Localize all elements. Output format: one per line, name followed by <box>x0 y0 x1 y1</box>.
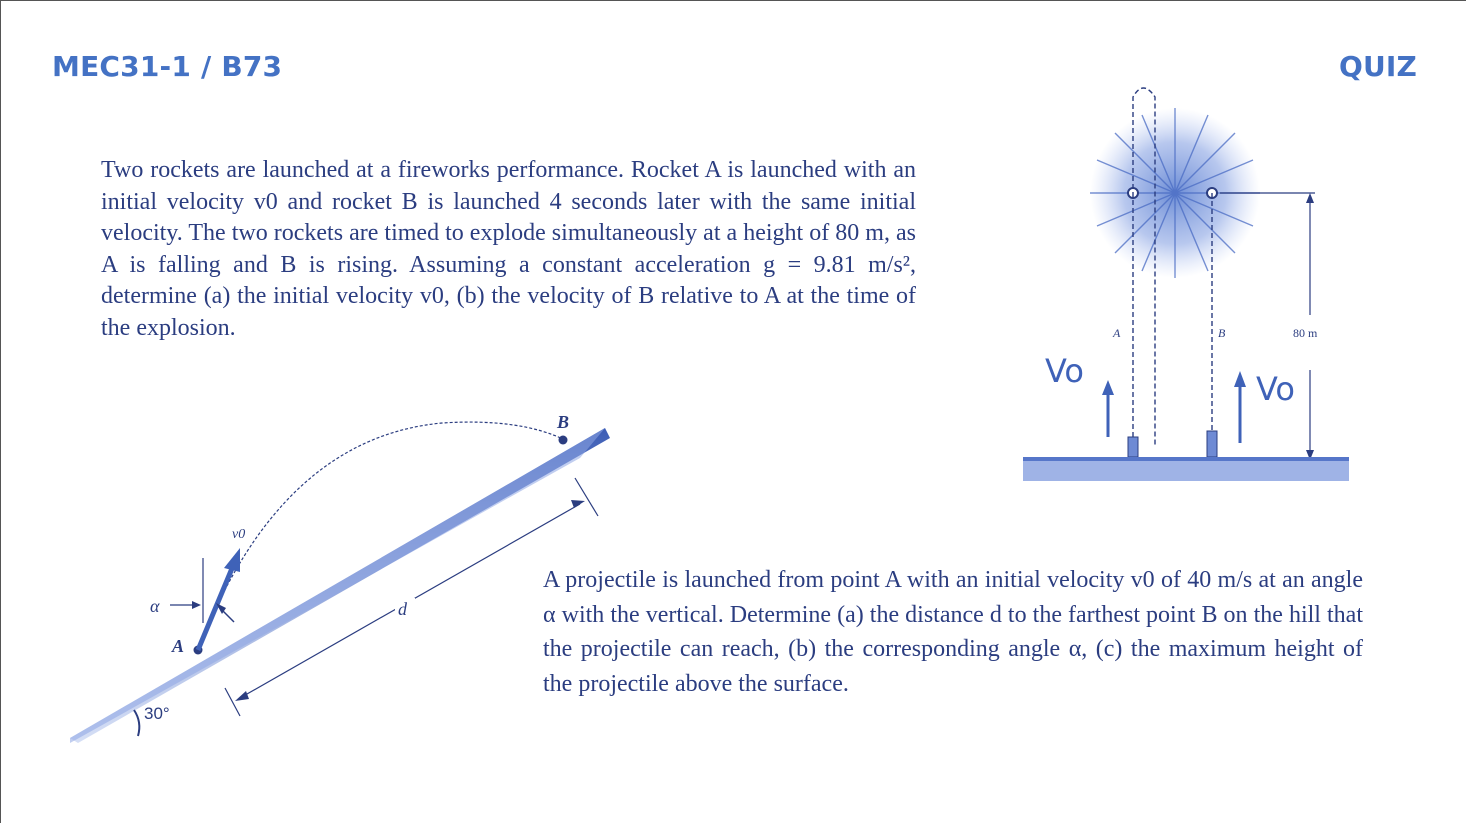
hill-figure <box>60 398 620 748</box>
problem-2-text: A projectile is launched from point A with an initial velocity v0 of 40 m/s at an angle α with the vertical. Determine (a) the distance d to the farthest point B on the hill that the projectile can reach, (b) the corresponding angle α, (c) the maximum height of the projectile above the surface. <box>543 567 1363 697</box>
point-a-label: A <box>172 636 185 656</box>
alpha-label: α <box>150 596 160 616</box>
problem-1-text: Two rockets are launched at a fireworks performance. Rocket A is launched with an initial velocity v0 and rocket B is launched 4 seconds later with the same initial velocity. The two rockets are timed to explode simultaneously at a height of 80 m, as A is falling and B is rising. Assuming a constant acceleration g = 9.81 m/s², determine (a) the initial velocity v0, (b) the velocity of B relative to A at the time of the explosion. <box>101 157 916 341</box>
rockets-figure <box>1015 75 1355 490</box>
rocket-b-label: B <box>1218 326 1226 340</box>
trajectory <box>198 422 565 650</box>
rocket-a-label: A <box>1113 326 1121 340</box>
velocity-label: v0 <box>232 527 246 542</box>
point-b-label: B <box>557 412 570 432</box>
height-label: 80 m <box>1293 326 1318 340</box>
vo-label-b: Vo <box>1256 370 1295 408</box>
slope-angle-label: 30° <box>144 704 170 723</box>
quiz-title: QUIZ <box>1338 50 1417 83</box>
vo-label-a: Vo <box>1045 352 1084 390</box>
distance-label: d <box>398 599 407 619</box>
course-code: MEC31-1 / B73 <box>52 50 283 83</box>
